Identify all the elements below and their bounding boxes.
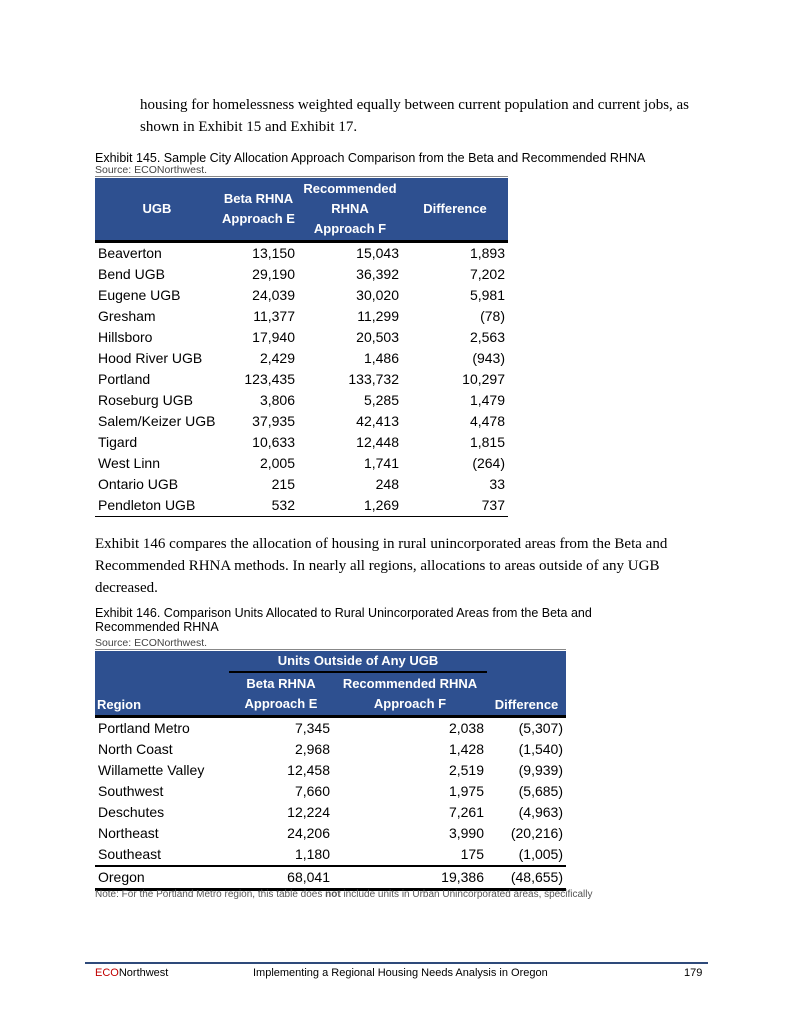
cell-value: (78) (480, 308, 505, 324)
cell-value: 123,435 (244, 371, 295, 387)
cell-value: 7,202 (469, 266, 505, 282)
cell-value: 19,386 (333, 866, 487, 890)
col-header: Difference (402, 178, 508, 241)
table-row (95, 306, 508, 327)
table-row (95, 474, 508, 495)
table-row (95, 327, 508, 348)
body-paragraph: Exhibit 146 compares the allocation of housing in rural unincorporated areas from the Beta and Recommended RHNA methods. In nearly all regions, allocations to areas outside of any UGB decreased. (95, 536, 668, 596)
cell-value: 7,345 (229, 716, 333, 739)
page-number: 179 (684, 967, 703, 979)
cell-value: 7,261 (448, 804, 484, 820)
cell-value: 737 (402, 495, 508, 517)
table-row (95, 241, 508, 264)
row-label: Southeast (95, 844, 229, 866)
table-row (95, 369, 508, 390)
table-row (95, 866, 566, 890)
table-row (95, 264, 508, 285)
cell-value: 175 (333, 844, 487, 866)
col-header: UGB (95, 178, 219, 241)
cell-value: 68,041 (229, 866, 333, 890)
table-row (95, 716, 566, 739)
cell-value: (48,655) (487, 866, 566, 890)
cell-value: (1,540) (518, 741, 563, 757)
cell-value: 1,269 (298, 495, 402, 517)
col-header: Difference (487, 672, 566, 716)
cell-value: 10,297 (462, 371, 505, 387)
row-label: North Coast (98, 741, 173, 757)
cell-value: 133,732 (348, 371, 399, 387)
row-label: Deschutes (98, 804, 165, 820)
cell-value: 2,519 (448, 762, 484, 778)
cell-value: 1,975 (448, 783, 484, 799)
footer-title: Implementing a Regional Housing Needs Analysis in Oregon (253, 967, 548, 979)
cell-value: (264) (472, 455, 505, 471)
cell-value: 12,448 (356, 434, 399, 450)
table-row (95, 453, 508, 474)
row-label: Portland (98, 371, 151, 387)
cell-value: 11,299 (357, 308, 399, 324)
row-label: Northeast (98, 825, 159, 841)
row-label: Oregon (95, 866, 229, 890)
cell-value: 11,377 (253, 308, 295, 324)
cell-value: 1,893 (402, 241, 508, 264)
table-note: Note: For the Portland Metro region, this table does not include units in Urban Unincorporated areas, specifically (95, 889, 593, 900)
cell-value: 2,038 (333, 716, 487, 739)
cell-value: (4,963) (518, 804, 563, 820)
cell-value: (20,216) (510, 825, 563, 841)
cell-value: (5,685) (518, 783, 563, 799)
cell-value: (943) (472, 350, 505, 366)
row-label: Ontario UGB (98, 476, 179, 492)
exhibit146-source: Source: ECONorthwest. (95, 637, 566, 650)
cell-value: 532 (219, 495, 298, 517)
cell-value: 2,968 (294, 741, 330, 757)
col-header: Beta RHNA Approach E (229, 672, 333, 716)
cell-value: 29,190 (252, 266, 295, 282)
cell-value: 248 (375, 476, 399, 492)
table-row (95, 781, 566, 802)
row-label: Gresham (98, 308, 156, 324)
cell-value: 20,503 (356, 329, 399, 345)
table-row (95, 432, 508, 453)
table-row (95, 495, 508, 517)
row-label: Salem/Keizer UGB (98, 413, 216, 429)
cell-value: 36,392 (356, 266, 399, 282)
cell-value: 7,660 (294, 783, 330, 799)
cell-value: 5,285 (363, 392, 399, 408)
cell-value: 3,990 (448, 825, 484, 841)
cell-value: 3,806 (259, 392, 295, 408)
cell-value: 1,486 (363, 350, 399, 366)
row-label: Beaverton (95, 241, 219, 264)
cell-value: 33 (489, 476, 505, 492)
cell-value: 1,479 (469, 392, 505, 408)
cell-value: 1,428 (448, 741, 484, 757)
cell-value: 42,413 (356, 413, 399, 429)
cell-value: (1,005) (487, 844, 566, 866)
cell-value: 2,005 (259, 455, 295, 471)
col-header: Recommended RHNA Approach F (333, 672, 487, 716)
footer-brand: ECONorthwest (95, 967, 169, 979)
cell-value: 5,981 (469, 287, 505, 303)
col-header: Beta RHNA Approach E (219, 178, 298, 241)
row-label: West Linn (98, 455, 160, 471)
row-label: Bend UGB (98, 266, 165, 282)
cell-value: 15,043 (298, 241, 402, 264)
intro-paragraph: housing for homelessness weighted equally between current population and current jobs, as shown in Exhibit 15 and Exhibit 17. (140, 97, 690, 135)
row-label: Tigard (98, 434, 138, 450)
table-row (95, 739, 566, 760)
cell-value: 10,633 (252, 434, 295, 450)
row-label: Hood River UGB (98, 350, 203, 366)
table-row (95, 760, 566, 781)
row-label: Pendleton UGB (95, 495, 219, 517)
cell-value: (5,307) (487, 716, 566, 739)
table-row (95, 390, 508, 411)
cell-value: 24,039 (252, 287, 295, 303)
row-label: Eugene UGB (98, 287, 181, 303)
cell-value: (9,939) (518, 762, 563, 778)
row-label: Roseburg UGB (98, 392, 193, 408)
cell-value: 1,180 (229, 844, 333, 866)
table-row (95, 411, 508, 432)
row-label: Portland Metro (95, 716, 229, 739)
row-label: Willamette Valley (98, 762, 205, 778)
footer-divider (85, 962, 708, 964)
table-row (95, 285, 508, 306)
exhibit146-table (95, 651, 566, 891)
cell-value: 17,940 (252, 329, 295, 345)
table-row (95, 844, 566, 866)
cell-value: 1,741 (363, 455, 399, 471)
table-row (95, 348, 508, 369)
exhibit145-table (95, 178, 508, 517)
cell-value: 37,935 (252, 413, 295, 429)
cell-value: 24,206 (287, 825, 330, 841)
cell-value: 2,563 (469, 329, 505, 345)
col-header: Recommended RHNA Approach F (298, 178, 402, 241)
group-header: Units Outside of Any UGB (229, 651, 487, 672)
table-row (95, 823, 566, 844)
col-header: Region (95, 672, 229, 716)
cell-value: 4,478 (469, 413, 505, 429)
cell-value: 12,224 (287, 804, 330, 820)
cell-value: 12,458 (287, 762, 330, 778)
row-label: Hillsboro (98, 329, 153, 345)
exhibit145-source: Source: ECONorthwest. (95, 164, 508, 177)
cell-value: 215 (271, 476, 295, 492)
cell-value: 1,815 (469, 434, 505, 450)
table-row (95, 802, 566, 823)
cell-value: 2,429 (259, 350, 295, 366)
row-label: Southwest (98, 783, 164, 799)
cell-value: 13,150 (219, 241, 298, 264)
cell-value: 30,020 (356, 287, 399, 303)
exhibit145-caption: Exhibit 145. Sample City Allocation Approach Comparison from the Beta and Recommended RHNA (95, 151, 646, 165)
exhibit146-caption: Exhibit 146. Comparison Units Allocated to Rural Unincorporated Areas from the Beta and Recommended RHNA (95, 606, 592, 634)
